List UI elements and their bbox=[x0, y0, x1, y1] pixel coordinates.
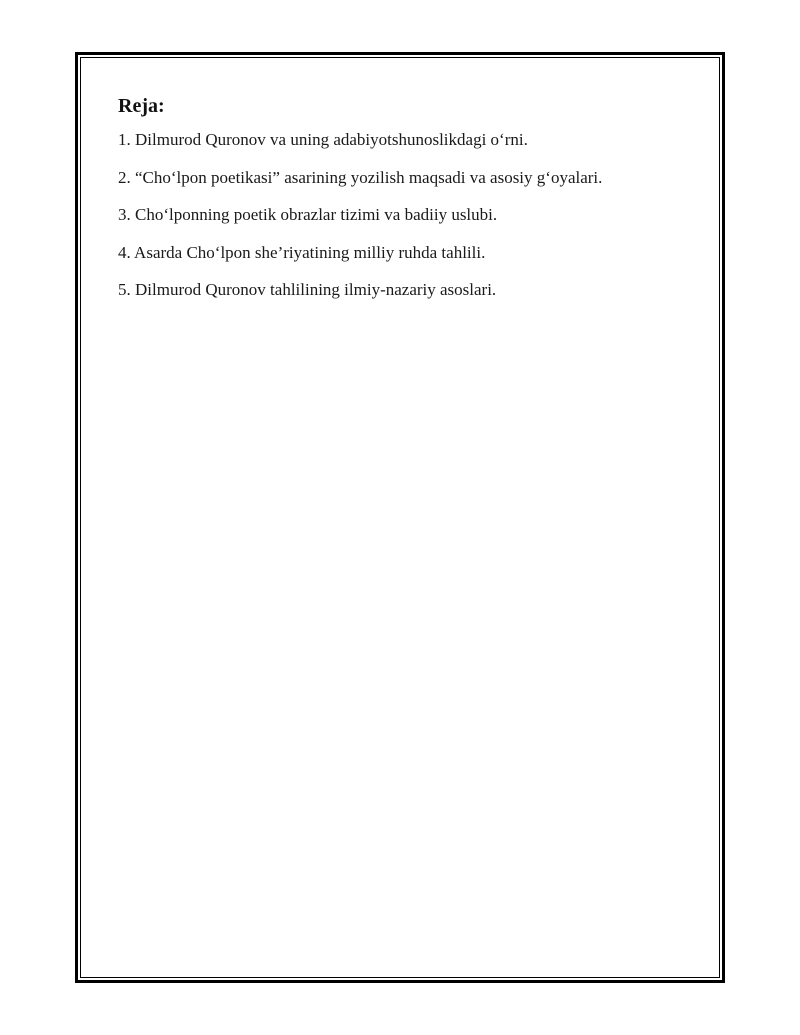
plan-item-1: 1. Dilmurod Quronov va uning adabiyotshunoslikdagi o‘rni. bbox=[118, 130, 528, 149]
plan-item-4: 4. Asarda Cho‘lpon she’riyatining milliy ruhda tahlili. bbox=[118, 242, 486, 262]
plan-heading: Reja: bbox=[118, 95, 165, 117]
plan-list bbox=[118, 130, 698, 300]
document-content bbox=[118, 92, 698, 318]
plan-item-5: 5. Dilmurod Quronov tahlilining ilmiy-nazariy asoslari. bbox=[118, 280, 497, 299]
plan-item-2: 2. “Cho‘lpon poetikasi” asarining yozilish maqsadi va asosiy g‘oyalari. bbox=[118, 167, 603, 187]
plan-item-3: 3. Cho‘lponning poetik obrazlar tizimi va badiiy uslubi. bbox=[118, 205, 498, 224]
